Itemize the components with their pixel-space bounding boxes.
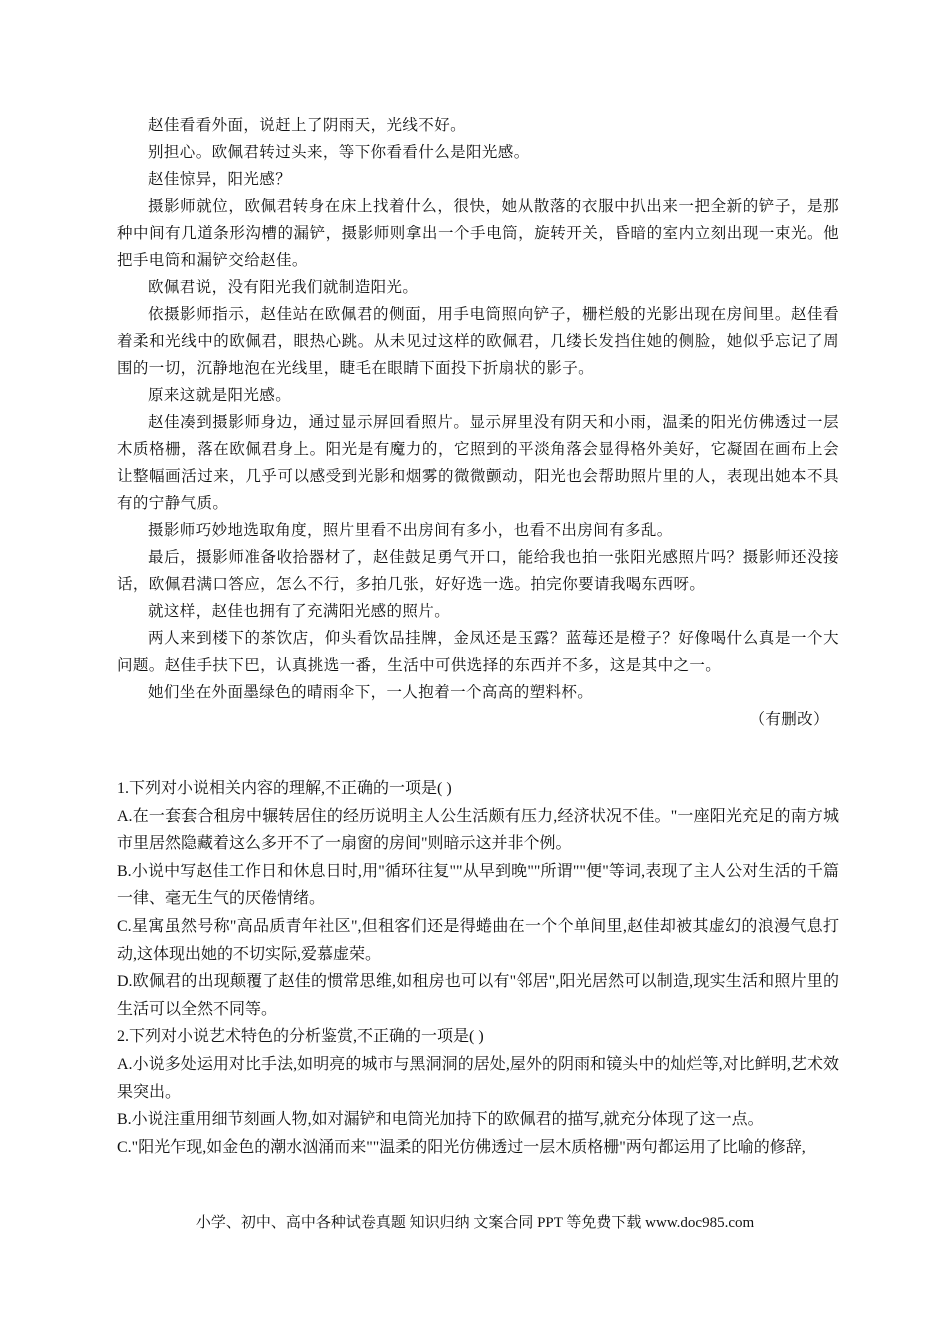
story-excerpt: [117, 112, 839, 733]
question-section: [117, 775, 839, 1161]
question-2-option-a: A.小说多处运用对比手法,如明亮的城市与黑洞洞的居处,屋外的阴雨和镜头中的灿烂等,对比鲜明,艺术效果突出。: [117, 1055, 839, 1101]
question-1-stem: 1.下列对小说相关内容的理解,不正确的一项是( ): [117, 780, 452, 797]
question-2-option-c: C."阳光乍现,如金色的潮水汹涌而来""温柔的阳光仿佛透过一层木质格栅"两句都运用了比喻的修辞,: [117, 1138, 806, 1156]
question-1-option-b: B.小说中写赵佳工作日和休息日时,用"循环往复""从早到晚""所谓""便"等词,表现了主人公对生活的千篇一律、毫无生气的厌倦情绪。: [117, 862, 839, 908]
question-1-option-d: D.欧佩君的出现颠覆了赵佳的惯常思维,如租房也可以有"邻居",阳光居然可以制造,现实生活和照片里的生活可以全然不同等。: [117, 973, 839, 1018]
question-2-stem: 2.下列对小说艺术特色的分析鉴赏,不正确的一项是( ): [117, 1028, 484, 1046]
page-footer: 小学、初中、高中各种试卷真题 知识归纳 文案合同 PPT 等免费下载 www.doc985.com: [195, 1215, 755, 1231]
question-1-option-c: C.星寓虽然号称"高品质青年社区",但租客们还是得蜷曲在一个个单间里,赵佳却被其虚幻的浪漫气息打动,这体现出她的不切实际,爱慕虚荣。: [117, 917, 839, 963]
story-paragraph: 赵佳惊异，阳光感？: [148, 170, 292, 188]
story-paragraph: 就这样，赵佳也拥有了充满阳光感的照片。: [148, 602, 451, 620]
question-2-option-b: B.小说注重用细节刻画人物,如对漏铲和电筒光加持下的欧佩君的描写,就充分体现了这一点。: [117, 1111, 764, 1129]
story-paragraph: 依摄影师指示，赵佳站在欧佩君的侧面，用手电筒照向铲子，栅栏般的光影出现在房间里。赵佳看着柔和光线中的欧佩君，眼热心跳。从未见过这样的欧佩君，几缕长发挡住她的侧脸，她似乎忘记了周围的一切，沉静地泡在光线里，睫毛在眼睛下面投下折扇状的影子。: [117, 305, 839, 377]
story-paragraph: 摄影师就位，欧佩君转身在床上找着什么，很快，她从散落的衣服中扒出来一把全新的铲子，是那种中间有几道条形沟槽的漏铲，摄影师则拿出一个手电筒，旋转开关，昏暗的室内立刻出现一束光。他把手电筒和漏铲交给赵佳。: [117, 197, 839, 269]
question-1-option-a: A.在一套套合租房中辗转居住的经历说明主人公生活颇有压力,经济状况不佳。"一座阳光充足的南方城市里居然隐藏着这么多开不了一扇窗的房间"则暗示这并非个例。: [117, 807, 839, 853]
story-paragraph: 别担心。欧佩君转过头来，等下你看看什么是阳光感。: [148, 143, 530, 161]
story-paragraph: 她们坐在外面墨绿色的晴雨伞下，一人抱着一个高高的塑料杯。: [148, 683, 594, 701]
story-paragraph: 原来这就是阳光感。: [148, 386, 292, 404]
abridged-note: （有删改）: [749, 710, 829, 728]
story-paragraph: 赵佳看看外面，说赶上了阴雨天，光线不好。: [148, 116, 467, 134]
story-paragraph: 两人来到楼下的茶饮店，仰头看饮品挂牌，金凤还是玉露？蓝莓还是橙子？好像喝什么真是一个大问题。赵佳手扶下巴，认真挑选一番，生活中可供选择的东西并不多，这是其中之一。: [117, 629, 839, 674]
story-paragraph: 赵佳凑到摄影师身边，通过显示屏回看照片。显示屏里没有阴天和小雨，温柔的阳光仿佛透过一层木质格栅，落在欧佩君身上。阳光是有魔力的，它照到的平淡角落会显得格外美好，它凝固在画布上会让整幅画活过来，几乎可以感受到光影和烟雾的微微颤动，阳光也会帮助照片里的人，表现出她本不具有的宁静气质。: [117, 413, 839, 512]
story-paragraph: 摄影师巧妙地选取角度，照片里看不出房间有多小，也看不出房间有多乱。: [148, 521, 673, 539]
story-paragraph: 欧佩君说，没有阳光我们就制造阳光。: [148, 278, 419, 296]
story-paragraph: 最后，摄影师准备收拾器材了，赵佳鼓足勇气开口，能给我也拍一张阳光感照片吗？摄影师还没接话，欧佩君满口答应，怎么不行，多拍几张，好好选一选。拍完你要请我喝东西呀。: [117, 548, 839, 593]
